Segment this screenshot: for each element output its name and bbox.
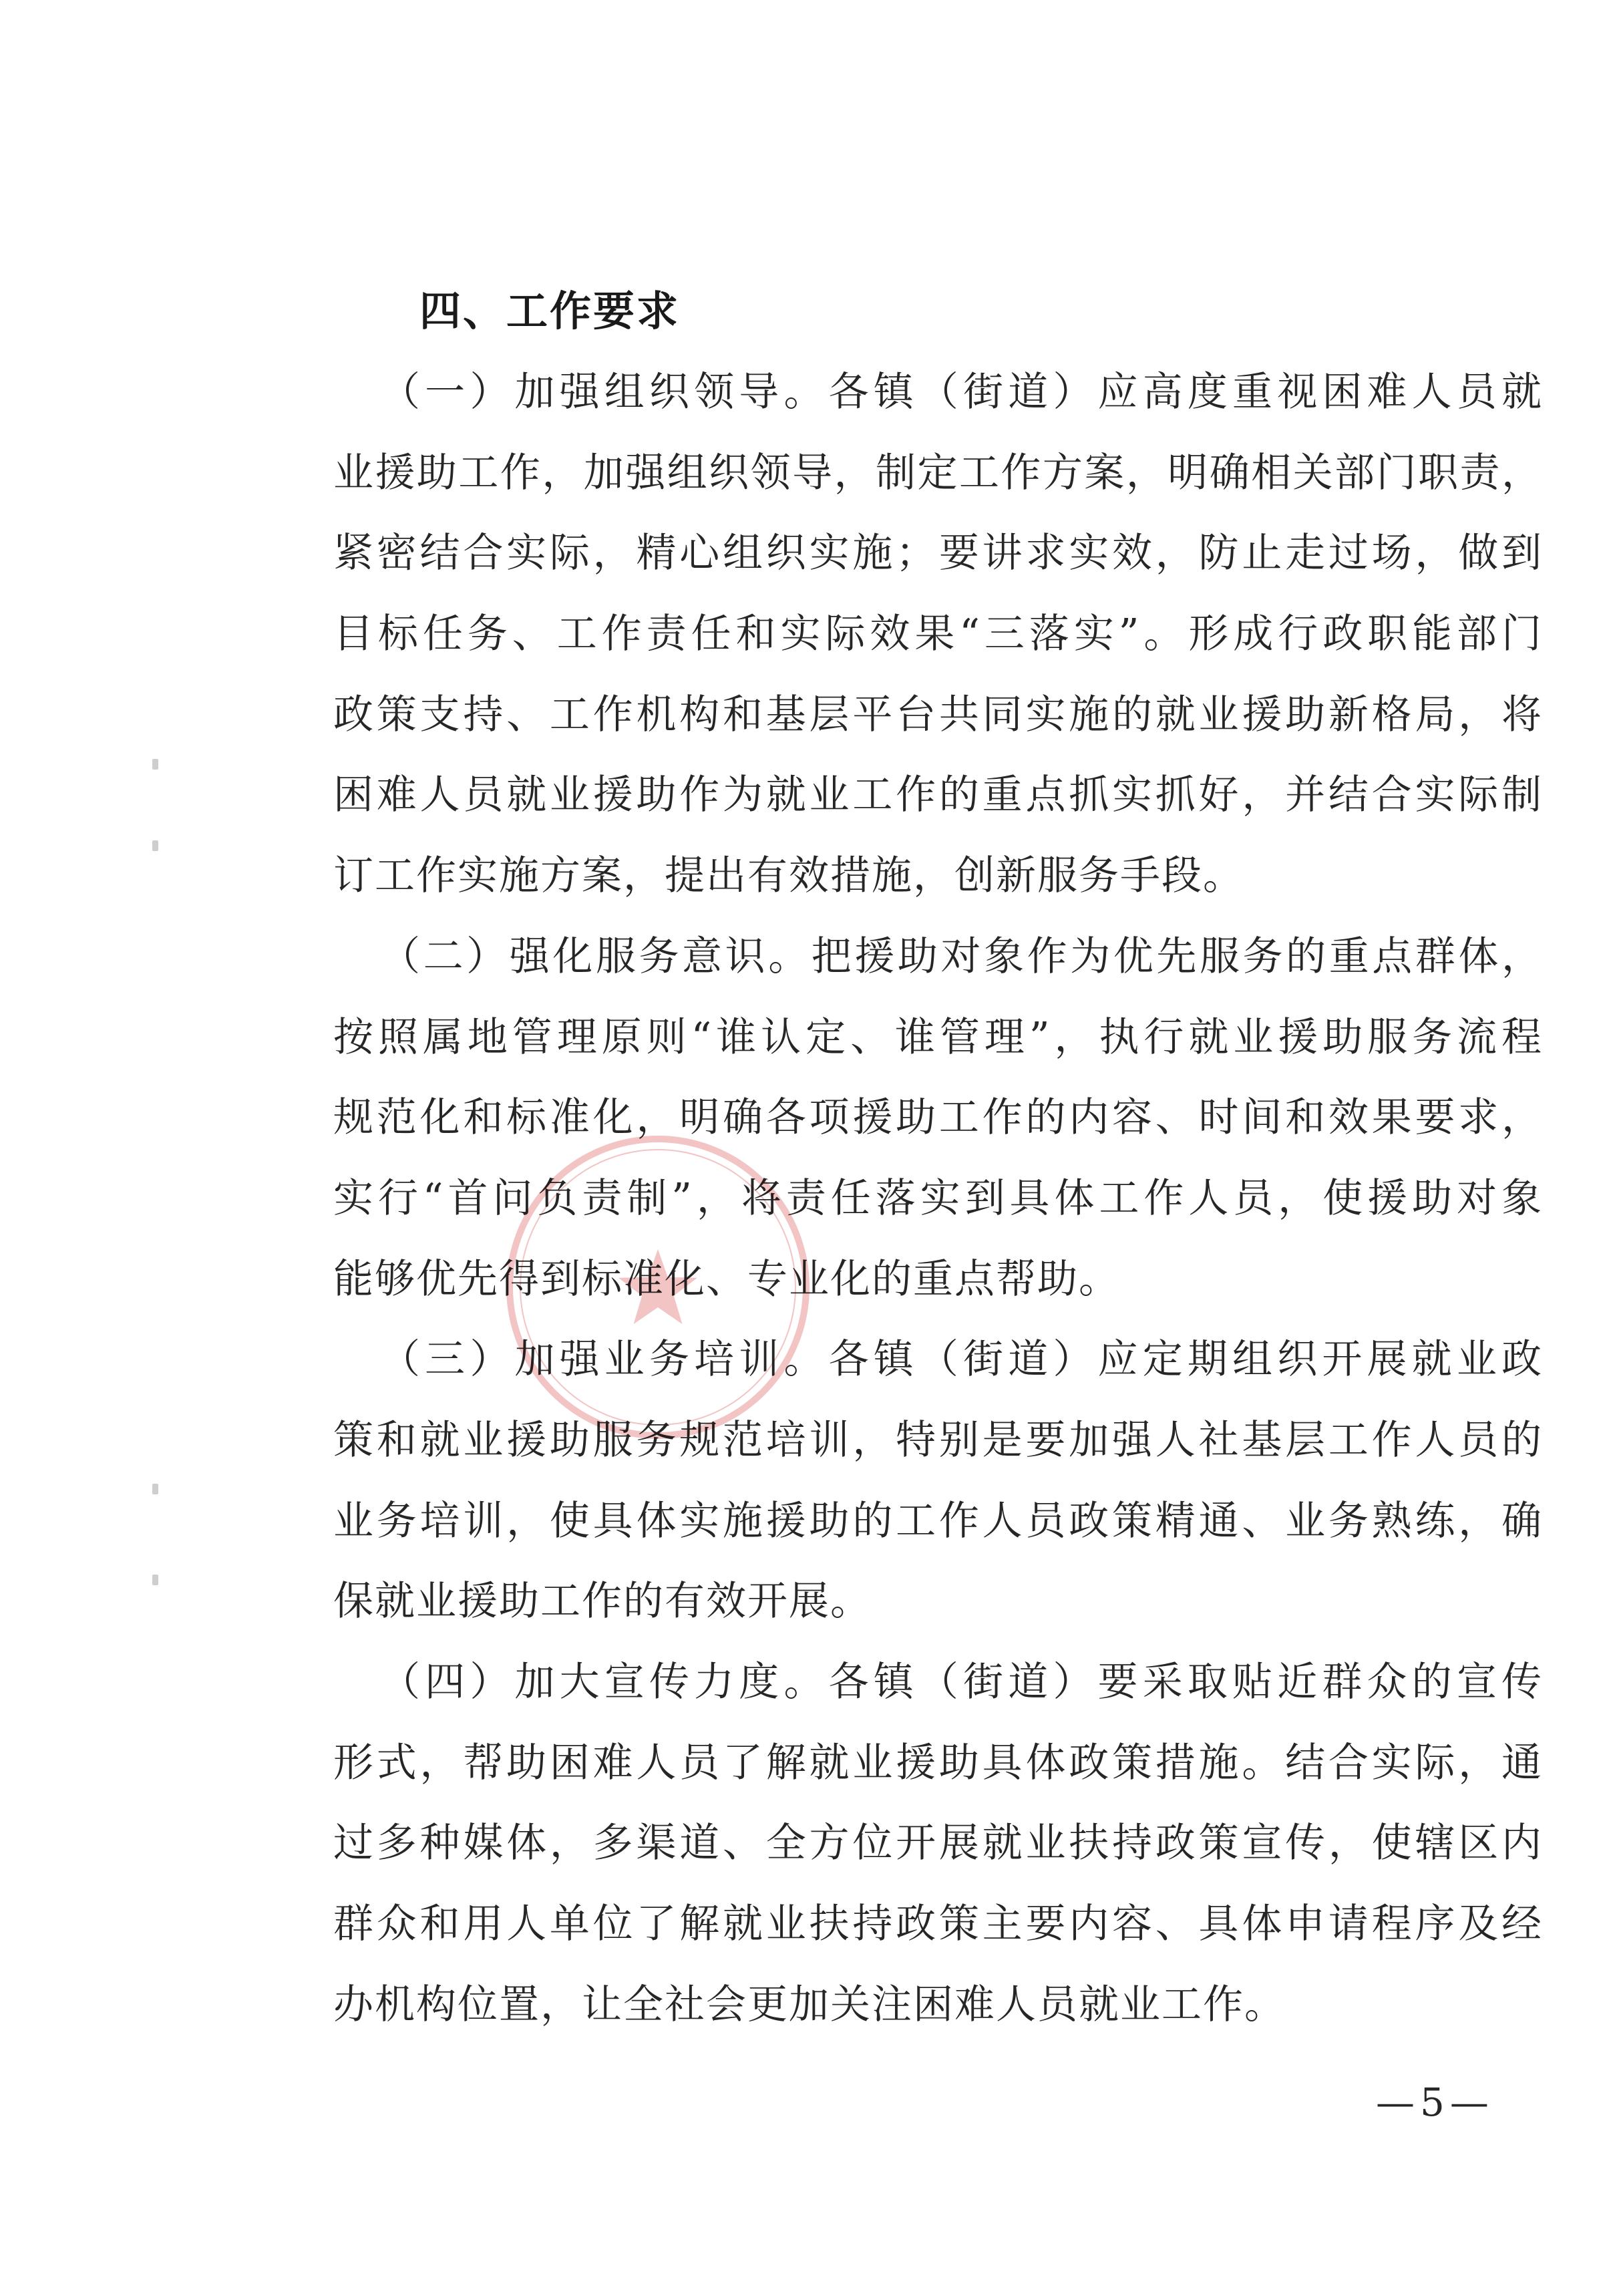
body-line: 过多种媒体，多渠道、全方位开展就业扶持政策宣传，使辖区内 xyxy=(333,1820,1543,1867)
body-line: （二）强化服务意识。把援助对象作为优先服务的重点群体， xyxy=(380,933,1543,980)
body-line: 能够优先得到标准化、专业化的重点帮助。 xyxy=(333,1255,1120,1303)
body-line: 业援助工作，加强组织领导，制定工作方案，明确相关部门职责， xyxy=(333,449,1543,496)
body-line: 实行“首问负责制”，将责任落实到具体工作人员，使援助对象 xyxy=(333,1174,1543,1222)
body-line: 订工作实施方案，提出有效措施，创新服务手段。 xyxy=(333,852,1244,900)
body-line: 按照属地管理原则“谁认定、谁管理”，执行就业援助服务流程 xyxy=(333,1013,1543,1061)
body-line: 目标任务、工作责任和实际效果“三落实”。形成行政职能部门 xyxy=(333,611,1543,658)
paragraph-2 xyxy=(333,917,1543,1319)
binding-mark xyxy=(152,759,158,770)
paragraph-1 xyxy=(333,352,1543,917)
paragraph-3 xyxy=(333,1319,1543,1642)
binding-mark xyxy=(152,1575,158,1585)
body-line: 办机构位置，让全社会更加关注困难人员就业工作。 xyxy=(333,1981,1286,2028)
body-line: 形式，帮助困难人员了解就业援助具体政策措施。结合实际，通 xyxy=(333,1739,1543,1786)
document-body xyxy=(333,352,1543,2045)
section-heading: 四、工作要求 xyxy=(419,287,681,335)
body-line: 策和就业援助服务规范培训，特别是要加强人社基层工作人员的 xyxy=(333,1416,1543,1464)
body-line: 规范化和标准化，明确各项援助工作的内容、时间和效果要求， xyxy=(333,1094,1543,1142)
body-line: 保就业援助工作的有效开展。 xyxy=(333,1578,872,1625)
body-line: 群众和用人单位了解就业扶持政策主要内容、具体申请程序及经 xyxy=(333,1901,1543,1948)
page-number: —5— xyxy=(1376,2080,1494,2125)
body-line: （一）加强组织领导。各镇（街道）应高度重视困难人员就 xyxy=(380,369,1543,416)
body-line: （三）加强业务培训。各镇（街道）应定期组织开展就业政 xyxy=(380,1336,1543,1383)
body-line: （四）加大宣传力度。各镇（街道）要采取贴近群众的宣传 xyxy=(380,1659,1543,1705)
body-line: 困难人员就业援助作为就业工作的重点抓实抓好，并结合实际制 xyxy=(333,772,1543,819)
body-line: 政策支持、工作机构和基层平台共同实施的就业援助新格局，将 xyxy=(333,691,1543,738)
body-line: 紧密结合实际，精心组织实施；要讲求实效，防止走过场，做到 xyxy=(333,530,1543,577)
binding-mark xyxy=(152,1484,158,1494)
body-line: 业务培训，使具体实施援助的工作人员政策精通、业务熟练，确 xyxy=(333,1497,1543,1544)
binding-mark xyxy=(152,840,158,851)
paragraph-4 xyxy=(333,1642,1543,2045)
